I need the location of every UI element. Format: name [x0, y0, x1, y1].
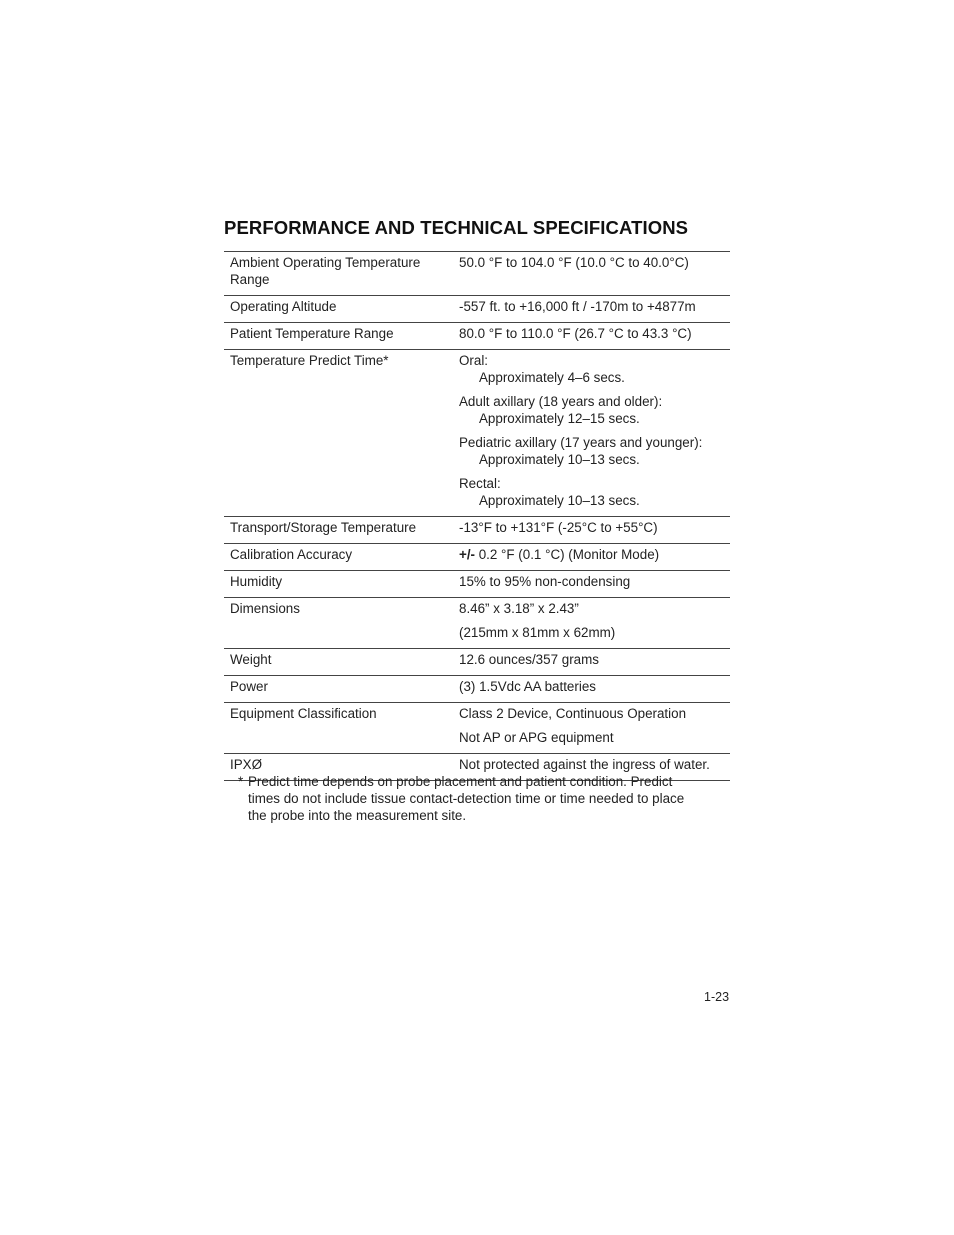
footnote-line: the probe into the measurement site. — [248, 808, 467, 823]
spec-label-line: Range — [230, 272, 270, 287]
spec-value — [459, 252, 730, 296]
table-row — [224, 350, 730, 517]
spec-value — [459, 350, 730, 517]
calibration-value-text: 0.2 °F (0.1 °C) (Monitor Mode) — [475, 547, 660, 562]
spec-value — [459, 544, 730, 571]
table-row — [224, 296, 730, 323]
spec-label: Temperature Predict Time* — [224, 350, 459, 517]
spec-value-line: 50.0 °F to 104.0 °F (10.0 °C to 40.0°C) — [459, 255, 689, 270]
spec-label: Weight — [224, 649, 459, 676]
footnote-line: times do not include tissue contact-detection time or time needed to place — [248, 791, 685, 806]
table-row — [224, 598, 730, 649]
classification-ap: Not AP or APG equipment — [459, 730, 614, 745]
predict-oral-value: Approximately 4–6 secs. — [479, 370, 625, 385]
spec-value: -13°F to +131°F (-25°C to +55°C) — [459, 517, 730, 544]
footnote — [238, 773, 728, 824]
table-row — [224, 544, 730, 571]
table-row — [224, 571, 730, 598]
predict-rectal-heading: Rectal: — [459, 476, 501, 491]
footnote-marker: * — [238, 774, 244, 789]
spec-label: Dimensions — [224, 598, 459, 649]
predict-oral-heading: Oral: — [459, 353, 489, 368]
page-number: 1-23 — [704, 990, 730, 1004]
table-row — [224, 252, 730, 296]
page-title: PERFORMANCE AND TECHNICAL SPECIFICATIONS — [224, 217, 689, 238]
spec-label: Calibration Accuracy — [224, 544, 459, 571]
spec-label — [224, 252, 459, 296]
table-row — [224, 649, 730, 676]
footnote-line: Predict time depends on probe placement and patient condition. Predict — [248, 774, 673, 789]
spec-value: 12.6 ounces/357 grams — [459, 649, 730, 676]
predict-pediatric-value: Approximately 10–13 secs. — [479, 452, 640, 467]
predict-rectal-value: Approximately 10–13 secs. — [479, 493, 640, 508]
dimensions-inches: 8.46” x 3.18” x 2.43” — [459, 601, 579, 616]
table-row — [224, 676, 730, 703]
spec-value: 80.0 °F to 110.0 °F (26.7 °C to 43.3 °C) — [459, 323, 730, 350]
plus-minus-symbol: +/- — [459, 547, 475, 562]
predict-adult-heading: Adult axillary (18 years and older): — [459, 394, 663, 409]
spec-label: Operating Altitude — [224, 296, 459, 323]
dimensions-mm: (215mm x 81mm x 62mm) — [459, 625, 616, 640]
classification-device: Class 2 Device, Continuous Operation — [459, 706, 687, 721]
spec-value — [459, 598, 730, 649]
spec-value — [459, 703, 730, 754]
table-row — [224, 517, 730, 544]
spec-value: Not protected against the ingress of water. — [459, 754, 730, 781]
spec-value: -557 ft. to +16,000 ft / -170m to +4877m — [459, 296, 730, 323]
spec-label: IPXØ — [224, 754, 459, 781]
spec-label-line: Ambient Operating Temperature — [230, 255, 421, 270]
predict-adult-value: Approximately 12–15 secs. — [479, 411, 640, 426]
spec-label: Transport/Storage Temperature — [224, 517, 459, 544]
spec-value: (3) 1.5Vdc AA batteries — [459, 676, 730, 703]
spec-value: 15% to 95% non-condensing — [459, 571, 730, 598]
spec-label: Power — [224, 676, 459, 703]
spec-label: Humidity — [224, 571, 459, 598]
predict-pediatric-heading: Pediatric axillary (17 years and younger): — [459, 435, 703, 450]
table-row — [224, 323, 730, 350]
spec-label: Equipment Classification — [224, 703, 459, 754]
specifications-table — [224, 251, 730, 781]
spec-label: Patient Temperature Range — [224, 323, 459, 350]
table-row — [224, 703, 730, 754]
